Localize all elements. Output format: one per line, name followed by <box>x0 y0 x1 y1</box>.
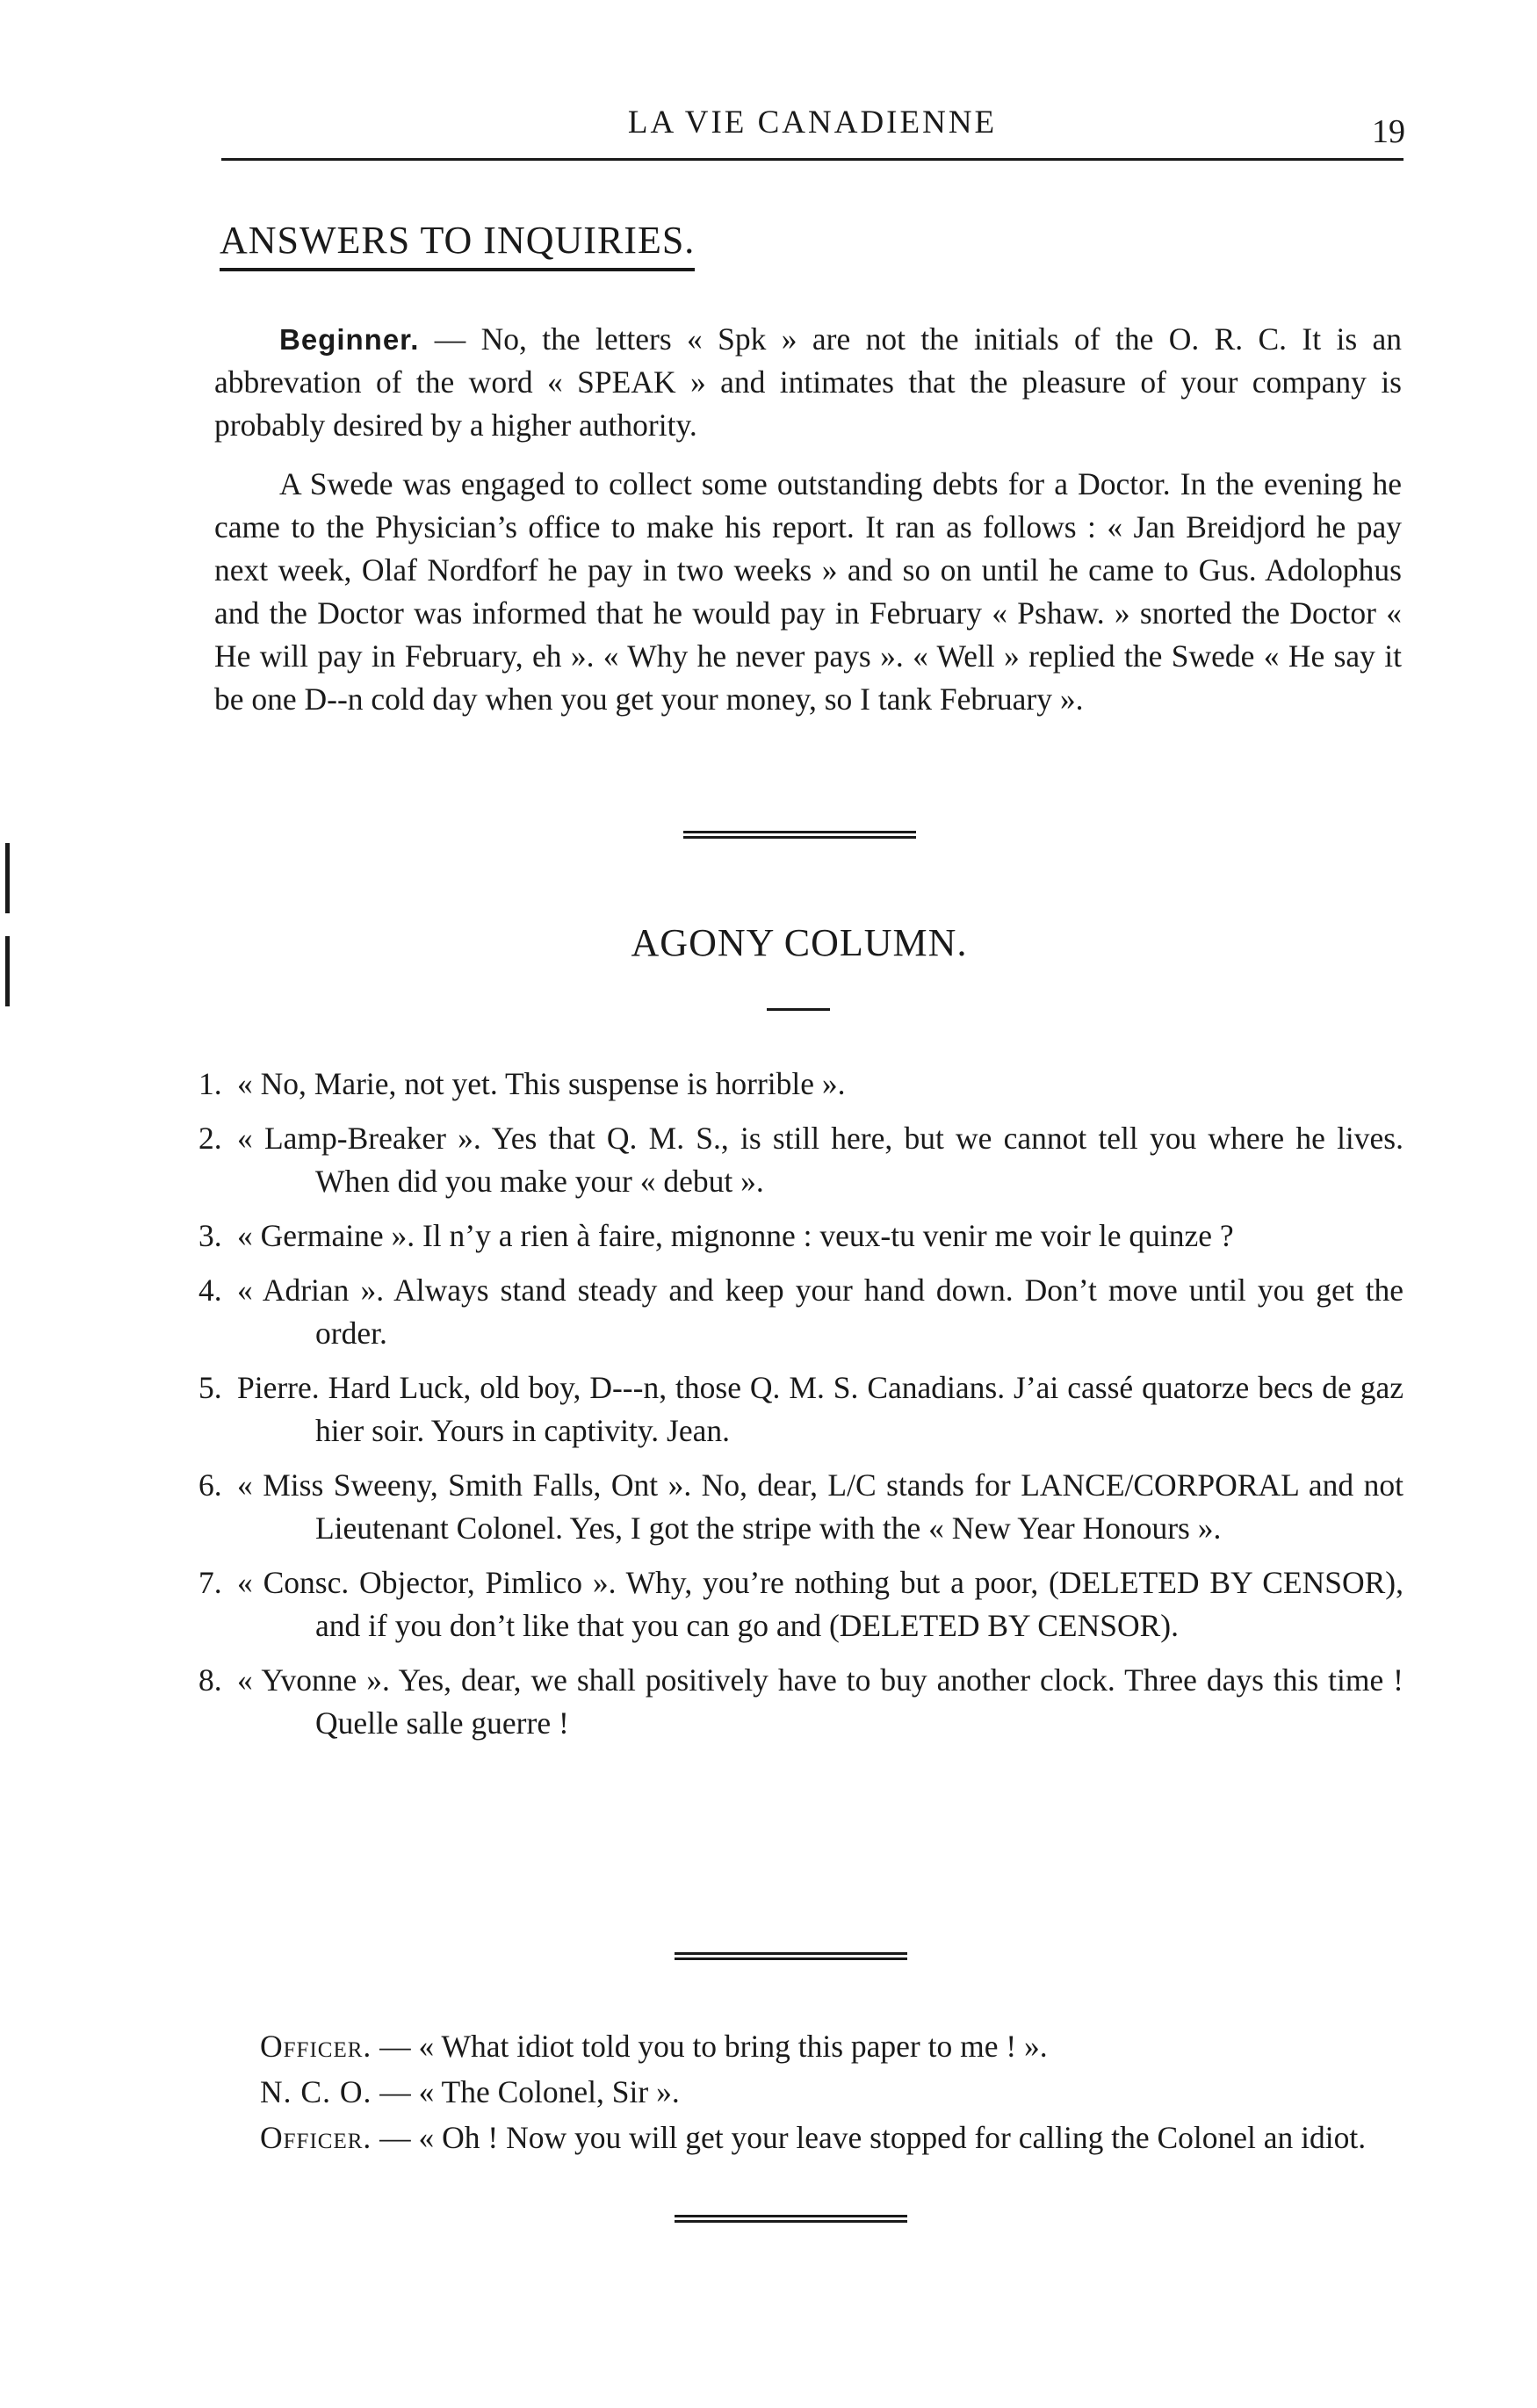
dialogue <box>197 2023 1404 2160</box>
agony-item: 6. « Miss Sweeny, Smith Falls, Ont ». No, dear, L/C stands for LANCE/CORPORAL and not Lieutenant Colonel. Yes, I got the stripe with the « New Year Honours ». <box>198 1467 1404 1546</box>
running-title: LA VIE CANADIENNE <box>627 105 998 141</box>
agony-title: AGONY COLUMN. <box>631 921 968 964</box>
agony-item: 8. « Yvonne ». Yes, dear, we shall positively have to buy another clock. Three days this time ! Quelle salle guerre ! <box>198 1662 1404 1741</box>
double-rule-divider <box>675 1952 907 1960</box>
answers-paragraph-text: — No, the letters « Spk » are not the initials of the O. R. C. It is an abbrevation of the word « SPEAK » and intimates that the pleasure of your company is probably desired by a higher authority. <box>214 321 1402 443</box>
dialogue-line: Officer. — « What idiot told you to bring this paper to me ! ». <box>260 2029 1048 2064</box>
double-rule-divider <box>683 831 916 839</box>
short-rule-divider <box>767 1008 830 1011</box>
agony-item: 5. Pierre. Hard Luck, old boy, D---n, those Q. M. S. Canadians. J’ai cassé quatorze becs de gaz hier soir. Yours in captivity. Jean. <box>198 1370 1404 1448</box>
margin-mark <box>5 843 10 913</box>
margin-mark <box>5 936 10 1006</box>
speaker: N. C. O. <box>260 2074 372 2109</box>
page-number: 19 <box>1372 113 1405 150</box>
answers-paragraph-beginner <box>214 318 1402 447</box>
double-rule-divider <box>675 2215 907 2223</box>
answers-title: ANSWERS TO INQUIRIES. <box>220 218 695 271</box>
running-head <box>220 104 1405 156</box>
answers-lead: Beginner. <box>279 323 420 356</box>
dialogue-line: N. C. O. — « The Colonel, Sir ». <box>260 2074 680 2109</box>
answers-body <box>214 318 1402 737</box>
answers-paragraph-swede: A Swede was engaged to collect some outstanding debts for a Doctor. In the evening he came to the Physician’s office to make his report. It ran as follows : « Jan Breidjord he pay next week, Olaf Nordforf he pay in two weeks » and so on until he came to Gus. Adolophus and the Doctor was informed that he would pay in February « Pshaw. » snorted the Doctor « He will pay in February, eh ». « Why he never pays ». « Well » replied the Swede « He say it be one D--n cold day when you get your money, so I tank February ». <box>214 466 1402 717</box>
dialogue-line: Officer. — « Oh ! Now you will get your leave stopped for calling the Colonel an idiot. <box>260 2120 1367 2155</box>
agony-item: 4. « Adrian ». Always stand steady and keep your hand down. Don’t move until you get the order. <box>198 1272 1404 1351</box>
agony-item: 3. « Germaine ». Il n’y a rien à faire, mignonne : veux-tu venir me voir le quinze ? <box>198 1218 1234 1253</box>
agony-item: 2. « Lamp-Breaker ». Yes that Q. M. S., is still here, but we cannot tell you where he lives. When did you make your « debut ». <box>198 1121 1404 1199</box>
agony-item: 7. « Consc. Objector, Pimlico ». Why, you’re nothing but a poor, (DELETED BY CENSOR), and if you don’t like that you can go and (DELETED BY CENSOR). <box>198 1565 1404 1643</box>
agony-list <box>198 1063 1404 1756</box>
speaker: Officer. <box>260 2029 372 2064</box>
speaker: Officer. <box>260 2120 372 2155</box>
agony-item: 1. « No, Marie, not yet. This suspense is horrible ». <box>198 1066 846 1101</box>
header-rule <box>221 158 1404 161</box>
